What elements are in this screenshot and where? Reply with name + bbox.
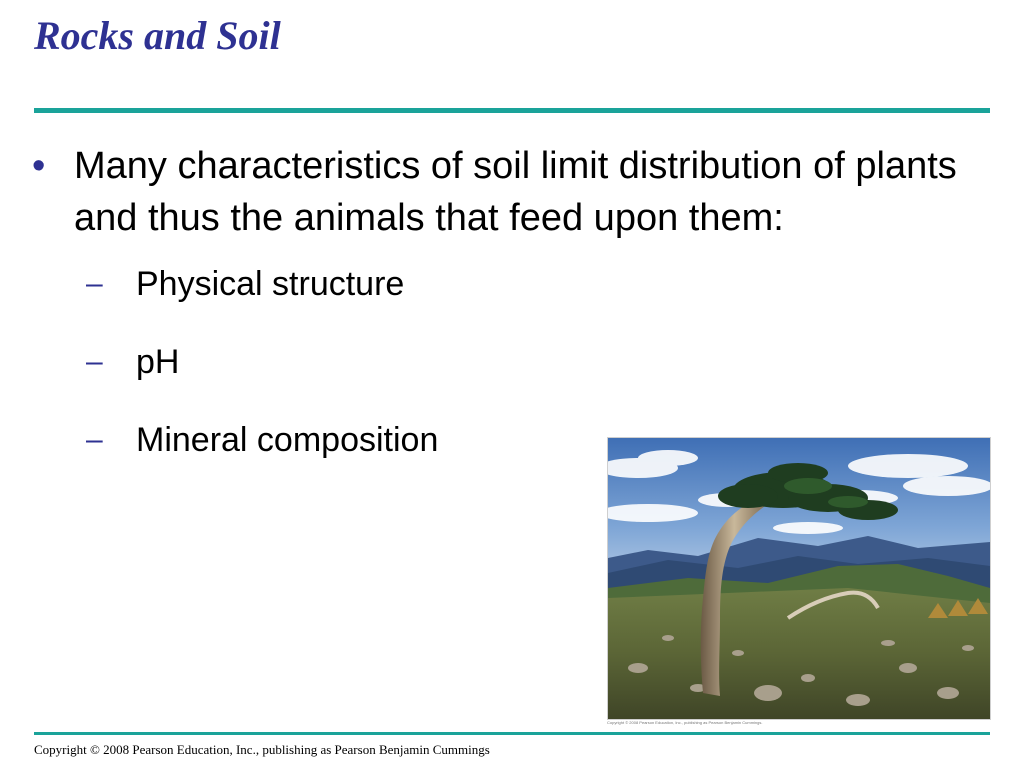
sub-bullet-text: Mineral composition xyxy=(136,421,439,459)
copyright-footer: Copyright © 2008 Pearson Education, Inc., publishing as Pearson Benjamin Cummings xyxy=(34,742,490,757)
bullet-text: Many characteristics of soil limit distribution of plants and thus the animals that feed upon them: xyxy=(74,145,957,239)
sub-bullet-list xyxy=(30,264,960,460)
sub-bullet-text: Physical structure xyxy=(136,265,405,303)
windswept-tree-photo xyxy=(607,437,991,720)
sub-bullet-text: pH xyxy=(136,343,180,381)
footer-divider xyxy=(34,732,990,735)
bullet-item xyxy=(30,140,960,244)
slide-title: Rocks and Soil xyxy=(34,13,281,58)
dash-icon: – xyxy=(86,345,103,378)
sub-bullet-item xyxy=(30,342,960,382)
dash-icon: – xyxy=(86,267,103,300)
photo-caption: Copyright © 2008 Pearson Education, Inc., publishing as Pearson Benjamin Cummings. xyxy=(607,720,763,725)
dash-icon: – xyxy=(86,423,103,456)
title-divider xyxy=(34,108,990,113)
sub-bullet-item xyxy=(30,264,960,304)
bullet-icon: • xyxy=(32,145,46,187)
landscape-image xyxy=(608,438,990,719)
